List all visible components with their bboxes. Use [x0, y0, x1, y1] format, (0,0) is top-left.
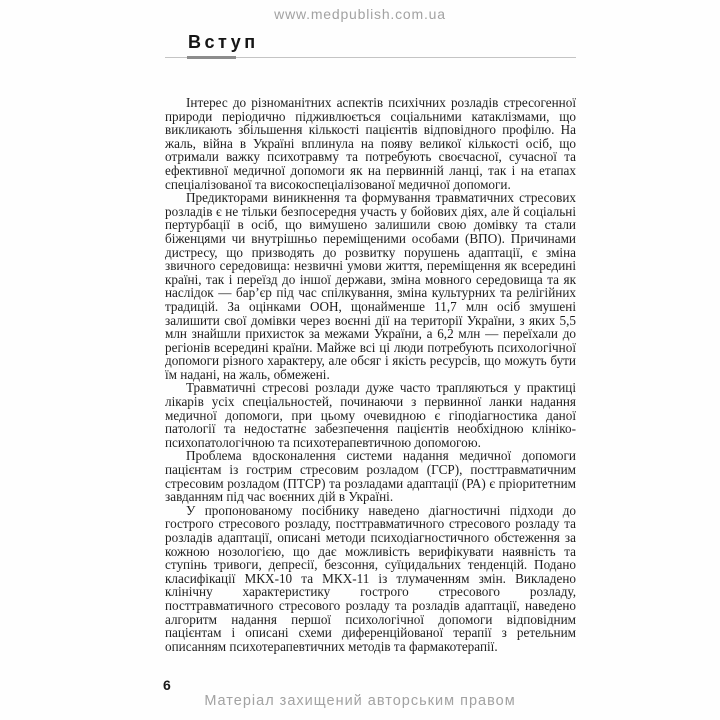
- heading-rule-accent: [187, 56, 236, 59]
- paragraph: Травматичні стресові розлади дуже часто трапляються у практиці лікарів усіх спеціальностей, починаючи з первинної ланки надання медичної допомоги, при цьому очевидною є гіподіагностика даної патології та недостатнє забезпечення пацієнтів необхідною клініко-психопатологічною та психотерапевтичною допомогою.: [165, 380, 576, 450]
- paragraph: Інтерес до різноманітних аспектів психічних розладів стресогенної природи періодично підживлюється соціальними катаклізмами, що викликають збільшення кількості пацієнтів відповідного профілю. На жаль, війна в Україні вплинула на появу великої кількості осіб, що отримали важку психотравму та потребують своєчасної, сучасної та ефективної медичної допомоги як на первинній ланці, так і на етапах спеціалізованої та високоспеціалізованої медичної допомоги.: [165, 95, 576, 192]
- chapter-title: Вступ: [188, 32, 259, 52]
- paragraph: Предикторами виникнення та формування травматичних стресових розладів є не тільки безпосередня участь у бойових діях, але й соціальні пертурбації в осіб, що вимушено залишили свою домівку та стали біженцями чи внутрішньо переміщеними особами (ВПО). Причинами дистресу, що призводять до розвитку порушень адаптації, є зміна звичного середовища: незвичні умови життя, переміщення як всередині країні, так і переїзд до іншої держави, зміна мовного середовища та як наслідок — бар’єр під час спілкування, зміна культурних та релігійних традицій. За оцінками ООН, щонайменше 11,7 млн осіб змушені залишити свої домівки через воєнні дії на території України, з яких 5,5 млн знайшли прихисток за межами України, а 6,2 млн — переїхали до регіонів всередині країни. Майже всі ці люди потребують психологічної допомоги різного характеру, але обсяг і якість ресурсів, що можуть бути їм надані, на жаль, обмежені.: [165, 190, 576, 382]
- copyright-notice: Матеріал захищений авторським правом: [204, 693, 516, 709]
- website-url: www.medpublish.com.ua: [274, 6, 446, 22]
- page-number: 6: [163, 677, 171, 693]
- paragraph: У пропонованому посібнику наведено діагностичні підходи до гострого стресового розладу, посттравматичного стресового розладу та розладів адаптації, описані методи психодіагностичного обстеження за кожною нозологією, що дає можливість верифікувати наявність та ступінь тривоги, депресії, безсоння, суїцидальних тенденцій. Подано класифікації МКХ-10 та МКХ-11 із тлумаченням змін. Викладено клінічну характеристику гострого стресового розладу, посттравматичного стресового розладу та розладів адаптації, наведено алгоритм надання першої психологічної допомоги відповідним пацієнтам і описані схеми диференційованої терапії з ретельним описанням психотерапевтичних методів та фармакотерапії.: [165, 502, 576, 654]
- paragraph: Проблема вдосконалення системи надання медичної допомоги пацієнтам із гострим стресовим розладом (ГСР), посттравматичним стресовим розладом (ПТСР) та розладами адаптації (РА) є пріоритетним завданням під час воєнних дій в Україні.: [165, 448, 576, 505]
- body-text: [165, 96, 576, 653]
